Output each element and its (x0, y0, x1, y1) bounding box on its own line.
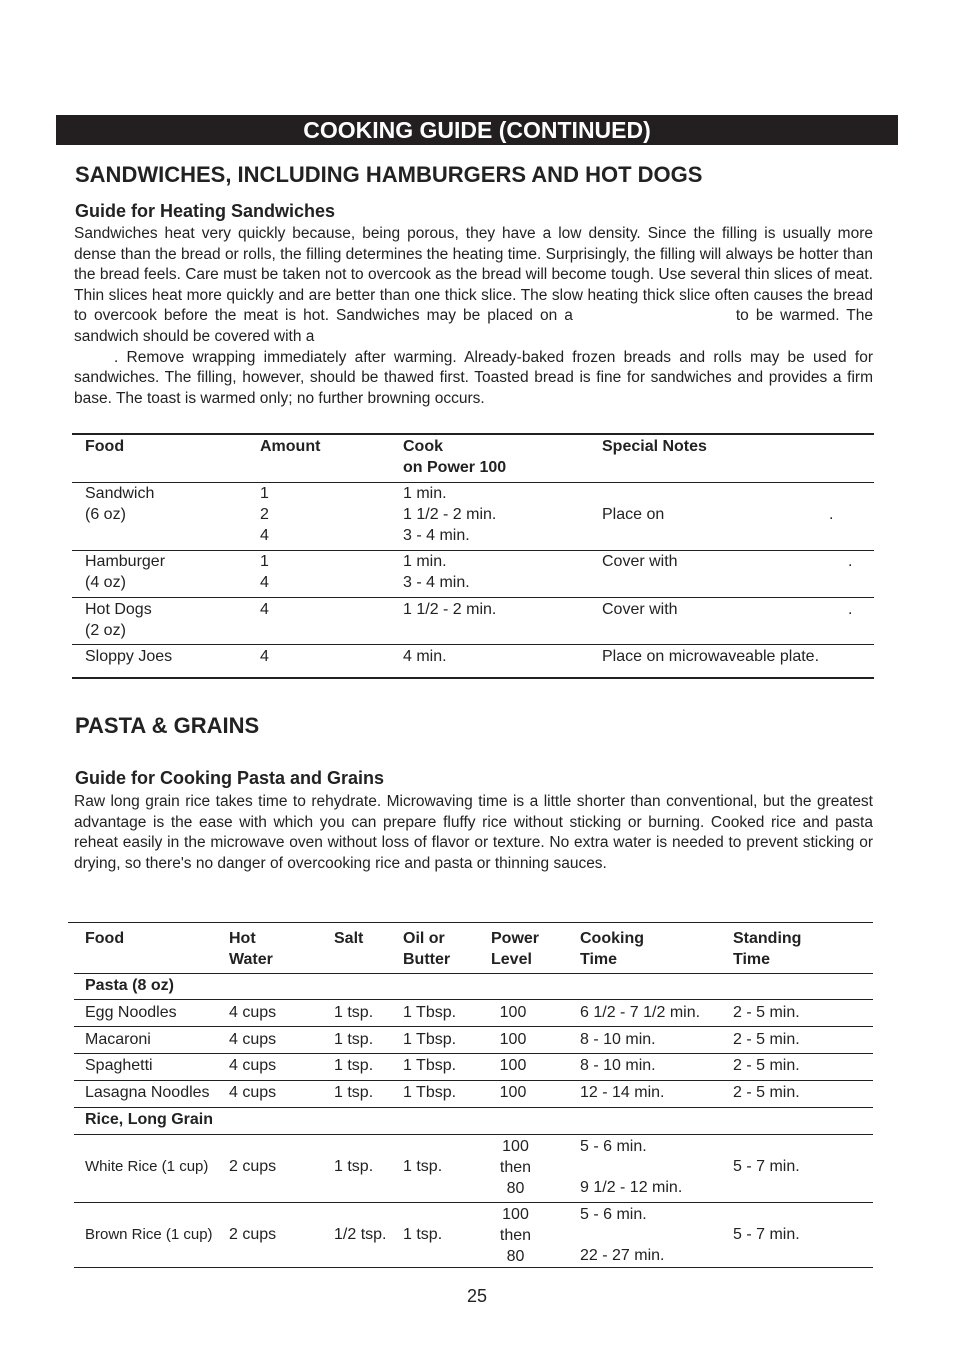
sandwiches-paragraph (74, 224, 873, 409)
table-rule (74, 1202, 873, 1203)
table-rule (74, 973, 873, 974)
row-salt: 1 tsp. (334, 1004, 374, 1021)
table-rule (72, 677, 874, 679)
page-number: 25 (466, 1286, 488, 1306)
row-notes: Place on (602, 506, 665, 523)
row-notes: Place on microwaveable plate. (602, 648, 820, 665)
row-cook: 1 min. 3 - 4 min. (403, 553, 470, 591)
row-time: 8 - 10 min. (580, 1031, 656, 1048)
row-food: Spaghetti (85, 1057, 153, 1074)
sandwiches-para-part-2: to be warmed. The sandwich should be covered with a (74, 307, 874, 345)
row-power: 100 (499, 1031, 527, 1048)
row-notes-end: . (829, 506, 834, 523)
row-standing: 2 - 5 min. (733, 1004, 800, 1021)
table-rule (72, 644, 874, 645)
row-standing: 2 - 5 min. (733, 1031, 800, 1048)
sandwiches-subtitle: Guide for Heating Sandwiches (75, 201, 336, 221)
row-food: Hamburger (4 oz) (85, 553, 166, 591)
row-amount: 1 4 (260, 553, 269, 591)
row-notes-end: . (848, 601, 853, 618)
row-time-second: 22 - 27 min. (580, 1247, 665, 1264)
row-food: Sloppy Joes (85, 648, 173, 665)
pasta-paragraph: Raw long grain rice takes time to rehydrate. Microwaving time is a little shorter than conventional, but the greatest advantage is the ease with which you can prepare fluffy rice without sticking or burning. Cooked rice and pasta reheat easily in the microwave oven without loss of flavor or texture. No extra water is needed to prevent sticking or drying, so there's no danger of overcooking rice and pasta or thinning sauces. (74, 793, 873, 872)
table-rule (68, 922, 873, 923)
row-amount: 4 (260, 601, 269, 618)
row-oil: 1 Tbsp. (403, 1004, 457, 1021)
row-food: White Rice (1 cup) (85, 1158, 209, 1175)
header-food: Food (85, 438, 125, 455)
row-power: 100 (499, 1084, 527, 1101)
row-salt: 1 tsp. (334, 1084, 374, 1101)
pasta-subtitle: Guide for Cooking Pasta and Grains (75, 768, 385, 788)
header-amount: Amount (260, 438, 321, 455)
row-standing: 2 - 5 min. (733, 1057, 800, 1074)
row-cook: 4 min. (403, 648, 447, 665)
section-banner: COOKING GUIDE (CONTINUED) (56, 115, 898, 145)
row-standing: 2 - 5 min. (733, 1084, 800, 1101)
row-cook: 1 min. 1 1/2 - 2 min. 3 - 4 min. (403, 485, 497, 544)
group-label-pasta: Pasta (8 oz) (85, 977, 174, 994)
header-cook: Cook on Power 100 (403, 438, 507, 476)
header-special-notes: Special Notes (602, 438, 707, 455)
row-cook: 1 1/2 - 2 min. (403, 601, 497, 618)
table-rule (72, 550, 874, 551)
row-food: Lasagna Noodles (85, 1084, 210, 1101)
header-standing-time: Standing Time (733, 930, 802, 968)
table-rule (74, 1267, 873, 1268)
row-notes: Cover with (602, 553, 678, 570)
group-label-rice: Rice, Long Grain (85, 1111, 214, 1128)
row-power: 100 then 80 (499, 1206, 532, 1265)
row-food: Sandwich (6 oz) (85, 485, 155, 523)
row-standing: 5 - 7 min. (733, 1226, 800, 1243)
row-water: 4 cups (229, 1084, 277, 1101)
row-oil: 1 Tbsp. (403, 1084, 457, 1101)
row-oil: 1 Tbsp. (403, 1031, 457, 1048)
sandwiches-title: SANDWICHES, INCLUDING HAMBURGERS AND HOT DOGS (75, 162, 703, 187)
pasta-title: PASTA & GRAINS (75, 713, 260, 738)
sandwiches-para-part-1: Sandwiches heat very quickly because, being porous, they have a low density. Since the filling is usually more dense than the bread or rolls, the filling determines the heating time. Surprisingly, the filling will always be hotter than the bread feels. Care must be taken not to overcook as the bread will become tough. Use several thin slices of meat. Thin slices heat more quickly and are better than one thick slice. The slow heating thick slice often causes the bread to overcook before the meat is hot. Sandwiches may be placed on a (74, 225, 873, 325)
table-rule (72, 597, 874, 598)
header-power-level: Power Level (491, 930, 540, 968)
row-salt: 1/2 tsp. (334, 1226, 387, 1243)
row-food: Macaroni (85, 1031, 151, 1048)
row-oil: 1 tsp. (403, 1158, 443, 1175)
table-rule (74, 999, 873, 1000)
row-time-first: 5 - 6 min. (580, 1138, 647, 1155)
table-rule (74, 1080, 873, 1081)
row-salt: 1 tsp. (334, 1158, 374, 1175)
row-power: 100 (499, 1057, 527, 1074)
header-food: Food (85, 930, 125, 947)
row-amount: 4 (260, 648, 269, 665)
table-rule (74, 1053, 873, 1054)
row-food: Egg Noodles (85, 1004, 177, 1021)
header-salt: Salt (334, 930, 364, 947)
row-water: 2 cups (229, 1158, 277, 1175)
row-power: 100 (499, 1004, 527, 1021)
row-amount: 1 2 4 (260, 485, 269, 544)
table-rule (74, 1107, 873, 1108)
row-notes-end: . (848, 553, 853, 570)
row-notes: Cover with (602, 601, 678, 618)
row-oil: 1 tsp. (403, 1226, 443, 1243)
sandwiches-para-part-3: . Remove wrapping immediately after warming. Already-baked frozen breads and rolls may be used for sandwiches. The filling, however, should be thawed first. Toasted bread is fine for sandwiches and provides a firm base. The toast is warmed only; no further browning occurs. (74, 348, 873, 407)
table-rule (74, 1134, 873, 1135)
row-standing: 5 - 7 min. (733, 1158, 800, 1175)
row-time: 12 - 14 min. (580, 1084, 665, 1101)
row-time: 8 - 10 min. (580, 1057, 656, 1074)
header-cooking-time: Cooking Time (580, 930, 644, 968)
row-time-second: 9 1/2 - 12 min. (580, 1179, 683, 1196)
row-power: 100 then 80 (499, 1138, 532, 1197)
row-water: 2 cups (229, 1226, 277, 1243)
row-salt: 1 tsp. (334, 1031, 374, 1048)
row-salt: 1 tsp. (334, 1057, 374, 1074)
row-food: Hot Dogs (2 oz) (85, 601, 152, 639)
row-food: Brown Rice (1 cup) (85, 1226, 213, 1243)
row-time-first: 5 - 6 min. (580, 1206, 647, 1223)
row-oil: 1 Tbsp. (403, 1057, 457, 1074)
row-water: 4 cups (229, 1031, 277, 1048)
header-oil-butter: Oil or Butter (403, 930, 451, 968)
row-time: 6 1/2 - 7 1/2 min. (580, 1004, 701, 1021)
header-hot-water: Hot Water (229, 930, 273, 968)
table-rule (72, 433, 874, 435)
row-water: 4 cups (229, 1004, 277, 1021)
row-water: 4 cups (229, 1057, 277, 1074)
table-rule (74, 1026, 873, 1027)
